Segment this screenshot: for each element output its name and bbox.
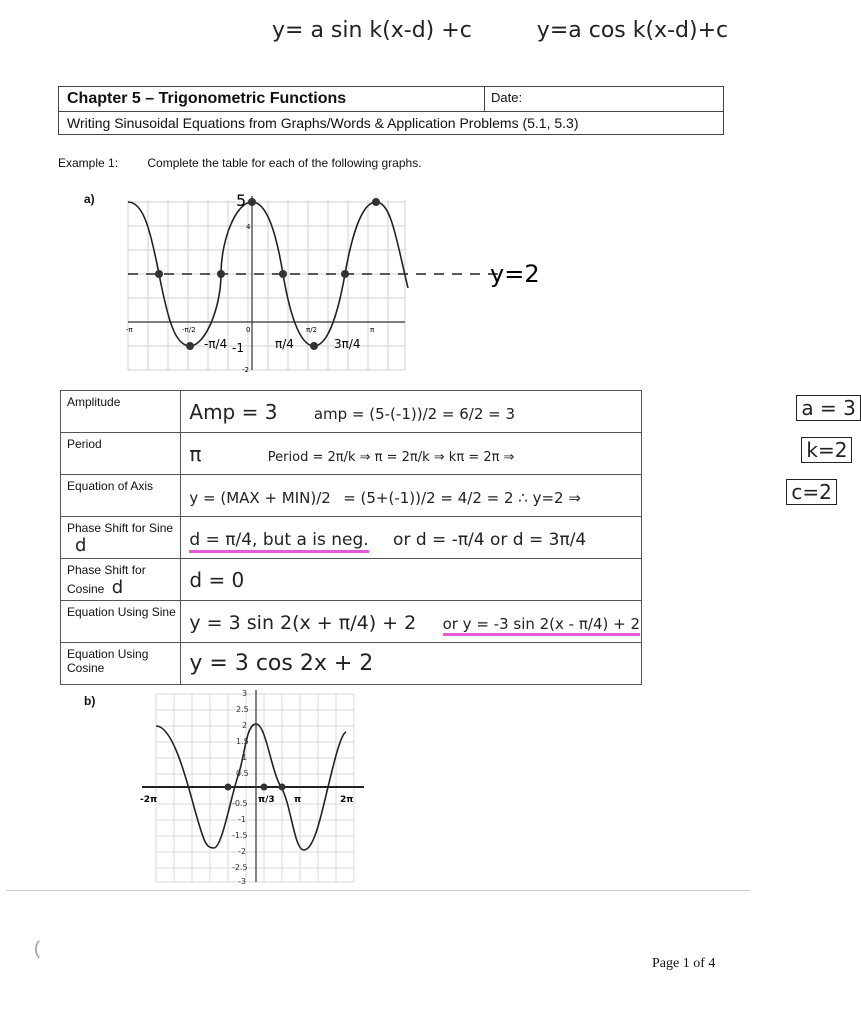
graph-b-y-label: -2 [238,847,246,856]
example-label: Example 1: [58,156,119,170]
row-answer-cell [181,475,832,517]
graph-b-y-label: 1 [242,753,248,762]
table-row [61,643,642,685]
graph-a-hand-label: -1 [232,341,244,355]
sine-formula: y= a sin k(x-d) +c [272,18,472,43]
row-work: amp = (5-(-1))/2 = 6/2 = 3 [313,404,516,423]
row-work: or d = -π/4 or d = 3π/4 [393,529,587,550]
table-row [61,517,642,559]
graph-b-point [279,784,286,791]
graph-b-y-label: 1.5 [236,737,249,746]
row-label-note: d [111,577,124,598]
table-row [61,475,642,517]
row-answer: y = (MAX + MIN)/2 [189,488,331,507]
row-answer-cell [181,391,856,433]
graph-a-x-label: -π/2 [182,326,196,334]
stray-mark: ( [34,938,40,958]
worksheet-header [58,86,724,135]
graph-a-hand-label: π/4 [275,337,294,351]
cosine-formula: y=a cos k(x-d)+c [536,18,729,43]
graph-a-axis-label: y=2 [490,260,540,288]
row-result: a = 3 [796,395,860,421]
part-b-label: b) [84,694,96,708]
graph-b-y-label: -1 [238,815,246,824]
row-work: or y = -3 sin 2(x - π/4) + 2 [443,615,640,636]
graph-a-hand-label: 3π/4 [334,337,361,351]
row-answer-cell [181,433,848,475]
graph-a-point [186,342,194,350]
row-label-note: d [75,535,87,556]
graph-b-y-label: 2 [242,721,248,730]
row-answer: d = π/4, but a is neg. [189,530,368,553]
table-row [61,391,642,433]
date-field: Date: [491,90,523,105]
answer-table [60,390,856,685]
row-answer-cell [181,559,642,601]
row-answer: d = 0 [189,567,245,592]
page-divider [6,890,750,891]
header-subtitle-row [59,112,723,134]
graph-b-x-label: π/3 [258,795,275,805]
graph-a-point [155,270,163,278]
row-answer: π [189,441,202,466]
row-label-cell [61,559,181,601]
graph-a-hand-label: -π/4 [204,337,228,351]
graph-b-point [225,784,232,791]
row-label-cell [61,517,181,559]
row-answer: Amp = 3 [189,399,278,424]
graph-a-x-label: π/2 [306,326,318,334]
graph-b-x-label: -2π [140,795,158,805]
part-a-label: a) [84,192,95,206]
graph-b-y-label: -1.5 [232,831,248,840]
row-answer-cell [181,601,642,643]
table-row [61,559,642,601]
graph-b-y-label: -0.5 [232,799,248,808]
graph-a-point [248,198,256,206]
row-label: Period [61,433,181,475]
graph-a-point [341,270,349,278]
graph-a-grid [128,200,405,370]
row-label: Phase Shift for Sine [67,521,174,535]
example-text: Complete the table for each of the following graphs. [147,156,422,170]
row-label: Equation Using Cosine [61,643,181,685]
graph-b-point [261,784,268,791]
worksheet-subtitle: Writing Sinusoidal Equations from Graphs/Words & Application Problems (5.1, 5.3) [67,115,579,131]
graph-b-y-label: 3 [242,689,248,698]
page-number: Page 1 of 4 [652,956,716,971]
row-label: Amplitude [61,391,181,433]
table-row [61,433,642,475]
row-result: k=2 [801,437,852,463]
graph-b-x-label: π [294,795,302,805]
graph-a-point [217,270,225,278]
graph-b-y-label: 0.5 [236,769,249,778]
row-label: Phase Shift for Cosine [67,563,146,596]
graph-a-x-label: 0 [246,326,251,334]
graph-b-x-label: 2π [340,795,354,805]
graph-b-y-label: -3 [238,877,246,886]
graph-a-y-max-label: 5 [236,191,247,210]
row-result: c=2 [786,479,836,505]
graph-a-point [310,342,318,350]
row-answer-cell [181,643,642,685]
graph-b [136,686,376,886]
row-answer: y = 3 sin 2(x + π/4) + 2 [189,611,417,634]
general-formulas [272,18,728,43]
graph-a-y-min-label: -2 [242,366,249,374]
graph-a-x-label: -π [126,326,133,334]
header-title-row [59,87,723,112]
row-label: Equation Using Sine [61,601,181,643]
row-work: Period = 2π/k ⇒ π = 2π/k ⇒ kπ = 2π ⇒ [267,449,515,465]
row-label: Equation of Axis [61,475,181,517]
graph-b-y-label: -2.5 [232,863,248,872]
graph-a-x-label: π [370,326,375,334]
table-row [61,601,642,643]
graph-a-y-tick-label: 4 [246,223,251,231]
chapter-title: Chapter 5 – Trigonometric Functions [59,87,485,111]
row-answer-cell [181,517,642,559]
row-answer: y = 3 cos 2x + 2 [189,651,374,676]
example-instruction [58,156,422,170]
graph-b-y-label: 2.5 [236,705,249,714]
graph-a-point [279,270,287,278]
graph-a [118,188,568,374]
graph-a-point [372,198,380,206]
row-work: = (5+(-1))/2 = 4/2 = 2 ∴ y=2 ⇒ [343,488,581,507]
